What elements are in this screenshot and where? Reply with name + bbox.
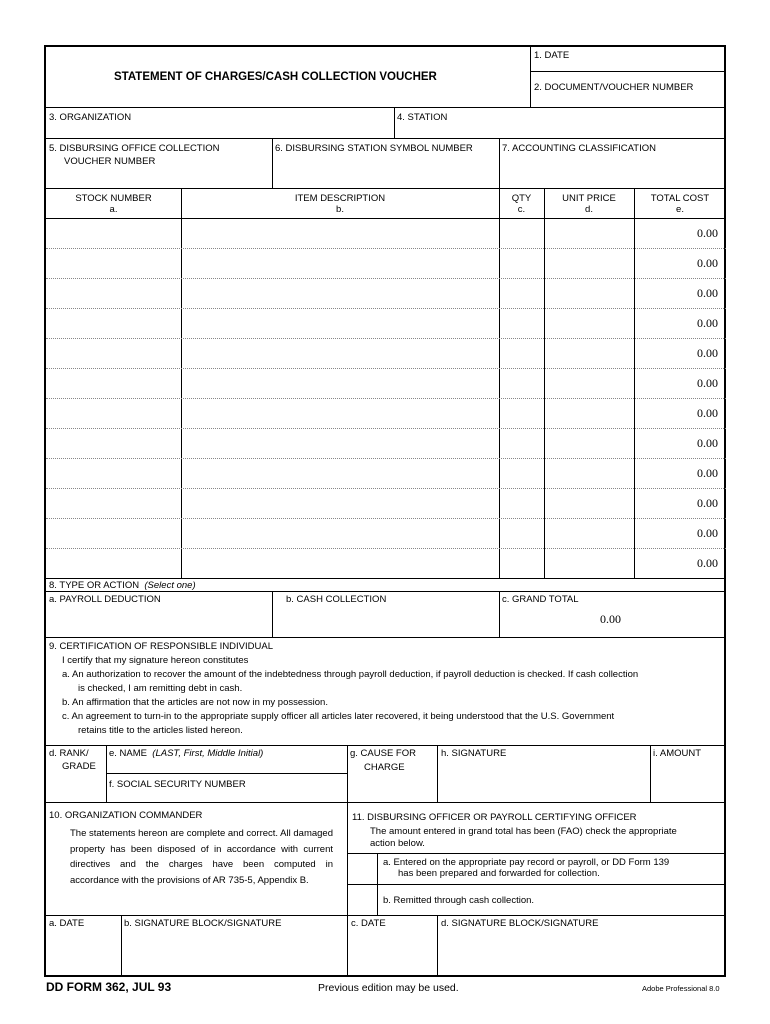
table-row (46, 458, 726, 488)
col-title: TOTAL COST (650, 193, 710, 204)
commander-heading: 10. ORGANIZATION COMMANDER (49, 810, 203, 821)
table-row (46, 248, 726, 278)
qty-cell[interactable] (499, 368, 544, 398)
total-cost-value[interactable]: 0.00 (697, 376, 718, 390)
divider (499, 139, 500, 188)
unit-price-cell[interactable] (544, 428, 634, 458)
divider (46, 591, 726, 592)
total-cost-value[interactable]: 0.00 (697, 286, 718, 300)
disbursing-officer-text-cont: action below. (370, 838, 425, 849)
qty-cell[interactable] (499, 338, 544, 368)
divider (347, 884, 726, 885)
unit-price-cell[interactable] (544, 218, 634, 248)
option-a-text-cont: has been prepared and forwarded for collection. (398, 868, 600, 879)
divider (272, 139, 273, 188)
stock-number-cell[interactable] (46, 218, 181, 248)
cause-label-cont: CHARGE (364, 762, 405, 773)
doc-number-label: 2. DOCUMENT/VOUCHER NUMBER (534, 82, 694, 93)
col-sub: b. (336, 204, 344, 215)
qty-cell[interactable] (499, 548, 544, 578)
form-id: DD FORM 362, JUL 93 (46, 980, 172, 994)
qty-cell[interactable] (499, 428, 544, 458)
certification-c: c. An agreement to turn-in to the appropriate supply officer all articles later recovered, it being understood that the U.S. Government (62, 711, 615, 722)
commander-statement: The statements hereon are complete and correct. All damaged property has been disposed of in accordance with current directives and the charges have been computed in accordance with the provisions of AR 735-5, Appendix B. (70, 828, 333, 886)
form-title: STATEMENT OF CHARGES/CASH COLLECTION VOUCHER (114, 71, 437, 83)
officer-signature-label: d. SIGNATURE BLOCK/SIGNATURE (441, 918, 599, 929)
total-cost-value[interactable]: 0.00 (697, 406, 718, 420)
name-label (109, 747, 263, 760)
rank-label-cont: GRADE (62, 761, 96, 772)
description-cell[interactable] (181, 488, 499, 518)
divider (347, 853, 726, 854)
stock-number-cell[interactable] (46, 248, 181, 278)
total-cost-value[interactable]: 0.00 (697, 496, 718, 510)
divider (46, 138, 726, 139)
table-row (46, 488, 726, 518)
col-title: ITEM DESCRIPTION (294, 193, 386, 204)
col-header-total-cost (634, 193, 726, 215)
disbursing-office-label: 5. DISBURSING OFFICE COLLECTION (49, 143, 220, 154)
form-frame (44, 45, 726, 977)
total-cost-value[interactable]: 0.00 (697, 466, 718, 480)
col-header-qty (499, 193, 544, 215)
unit-price-cell[interactable] (544, 398, 634, 428)
divider (437, 915, 438, 977)
qty-cell[interactable] (499, 458, 544, 488)
table-row (46, 278, 726, 308)
table-row (46, 218, 726, 248)
option-b-checkbox[interactable] (347, 884, 377, 915)
col-header-description (181, 193, 499, 215)
divider (121, 915, 122, 977)
amount-label: i. AMOUNT (653, 748, 702, 759)
cause-label: g. CAUSE FOR (350, 748, 416, 759)
total-cost-value[interactable]: 0.00 (697, 556, 718, 570)
accounting-field[interactable] (502, 157, 722, 185)
divider (46, 107, 726, 108)
col-title: STOCK NUMBER (75, 193, 152, 204)
name-label-note: (LAST, First, Middle Initial) (152, 748, 264, 759)
divider (530, 47, 531, 107)
description-cell[interactable] (181, 368, 499, 398)
col-sub: e. (676, 204, 684, 215)
accounting-label: 7. ACCOUNTING CLASSIFICATION (502, 143, 656, 154)
total-cost-value[interactable]: 0.00 (697, 226, 718, 240)
commander-date-field[interactable] (49, 931, 117, 973)
col-sub: a. (109, 204, 118, 215)
certification-b: b. An affirmation that the articles are not now in my possession. (62, 697, 328, 708)
grand-total-label: c. GRAND TOTAL (502, 594, 579, 605)
stock-number-cell[interactable] (46, 398, 181, 428)
certification-c-cont: retains title to the articles listed hereon. (78, 725, 243, 736)
total-cost-value[interactable]: 0.00 (697, 346, 718, 360)
cash-collection-option[interactable]: b. CASH COLLECTION (286, 594, 387, 605)
table-row (46, 338, 726, 368)
table-row (46, 518, 726, 548)
stock-number-cell[interactable] (46, 458, 181, 488)
divider (650, 745, 651, 802)
stock-number-cell[interactable] (46, 428, 181, 458)
description-cell[interactable] (181, 248, 499, 278)
officer-date-label: c. DATE (351, 918, 386, 929)
disbursing-station-label: 6. DISBURSING STATION SYMBOL NUMBER (275, 143, 473, 154)
total-cost-value[interactable]: 0.00 (697, 526, 718, 540)
organization-field[interactable] (49, 123, 389, 136)
qty-cell[interactable] (499, 218, 544, 248)
unit-price-cell[interactable] (544, 458, 634, 488)
name-label-text: e. NAME (109, 748, 148, 759)
certification-intro: I certify that my signature hereon constitutes (62, 655, 249, 666)
description-cell[interactable] (181, 428, 499, 458)
divider (272, 591, 273, 637)
description-cell[interactable] (181, 518, 499, 548)
description-cell[interactable] (181, 338, 499, 368)
description-cell[interactable] (181, 218, 499, 248)
divider (394, 108, 395, 138)
unit-price-cell[interactable] (544, 248, 634, 278)
divider (530, 71, 726, 72)
unit-price-cell[interactable] (544, 338, 634, 368)
commander-signature-label: b. SIGNATURE BLOCK/SIGNATURE (124, 918, 282, 929)
stock-number-cell[interactable] (46, 338, 181, 368)
commander-signature-field[interactable] (124, 931, 342, 973)
divider (46, 915, 726, 916)
description-cell[interactable] (181, 398, 499, 428)
divider (437, 745, 438, 802)
organization-label: 3. ORGANIZATION (49, 112, 132, 123)
qty-cell[interactable] (499, 488, 544, 518)
description-cell[interactable] (181, 458, 499, 488)
col-header-unit-price (544, 193, 634, 215)
doc-number-field[interactable] (534, 93, 722, 105)
date-field[interactable] (534, 59, 722, 70)
qty-cell[interactable] (499, 518, 544, 548)
qty-cell[interactable] (499, 398, 544, 428)
qty-cell[interactable] (499, 278, 544, 308)
unit-price-cell[interactable] (544, 278, 634, 308)
description-cell[interactable] (181, 548, 499, 578)
option-b-text: b. Remitted through cash collection. (383, 895, 535, 906)
description-cell[interactable] (181, 308, 499, 338)
payroll-deduction-option[interactable]: a. PAYROLL DEDUCTION (49, 594, 161, 605)
stock-number-cell[interactable] (46, 368, 181, 398)
certification-heading: 9. CERTIFICATION OF RESPONSIBLE INDIVIDUAL (49, 641, 273, 652)
col-sub: d. (585, 204, 593, 215)
unit-price-cell[interactable] (544, 548, 634, 578)
commander-date-label: a. DATE (49, 918, 85, 929)
stock-number-cell[interactable] (46, 488, 181, 518)
disbursing-officer-text: The amount entered in grand total has been (FAO) check the appropriate (370, 826, 677, 837)
description-cell[interactable] (181, 278, 499, 308)
stock-number-cell[interactable] (46, 518, 181, 548)
disbursing-officer-heading: 11. DISBURSING OFFICER OR PAYROLL CERTIFYING OFFICER (352, 812, 637, 823)
unit-price-cell[interactable] (544, 518, 634, 548)
col-sub: c. (517, 204, 526, 215)
date-label: 1. DATE (534, 50, 570, 61)
col-header-stock (46, 193, 181, 215)
signature-label: h. SIGNATURE (441, 748, 507, 759)
station-field[interactable] (397, 123, 722, 136)
certification-a: a. An authorization to recover the amount of the indebtedness through payroll deduction, if payroll deduction is checked. If cash collection (62, 669, 639, 680)
divider (46, 802, 726, 803)
officer-date-field[interactable] (351, 931, 433, 973)
edition-note: Previous edition may be used. (318, 982, 459, 994)
stock-number-cell[interactable] (46, 548, 181, 578)
table-row (46, 398, 726, 428)
amount-field[interactable] (653, 761, 723, 799)
option-a-checkbox[interactable] (347, 853, 377, 884)
rank-label: d. RANK/ (49, 748, 89, 759)
disbursing-office-label-cont: VOUCHER NUMBER (64, 156, 156, 167)
divider (46, 745, 726, 746)
stock-number-cell[interactable] (46, 278, 181, 308)
signature-field[interactable] (441, 761, 646, 799)
divider (46, 637, 726, 638)
unit-price-cell[interactable] (544, 488, 634, 518)
table-row (46, 308, 726, 338)
divider (46, 188, 726, 189)
total-cost-value[interactable]: 0.00 (697, 256, 718, 270)
table-row (46, 368, 726, 398)
software-note: Adobe Professional 8.0 (642, 984, 720, 993)
table-row (46, 428, 726, 458)
option-a-text: a. Entered on the appropriate pay record or payroll, or DD Form 139 (383, 857, 670, 868)
table-row (46, 548, 726, 578)
col-title: QTY (511, 193, 532, 204)
divider (106, 773, 347, 774)
grand-total-value[interactable]: 0.00 (600, 612, 621, 626)
total-cost-value[interactable]: 0.00 (697, 316, 718, 330)
station-label: 4. STATION (397, 112, 448, 123)
ssn-label: f. SOCIAL SECURITY NUMBER (109, 779, 246, 790)
divider (499, 591, 500, 637)
qty-cell[interactable] (499, 248, 544, 278)
type-action-text: 8. TYPE OR ACTION (49, 580, 140, 591)
total-cost-value[interactable]: 0.00 (697, 436, 718, 450)
certification-a-cont: is checked, I am remitting debt in cash. (78, 683, 243, 694)
type-action-note: (Select one) (144, 580, 196, 591)
unit-price-cell[interactable] (544, 308, 634, 338)
unit-price-cell[interactable] (544, 368, 634, 398)
divider (347, 745, 348, 802)
disbursing-station-field[interactable] (275, 157, 495, 185)
officer-signature-field[interactable] (441, 931, 723, 973)
qty-cell[interactable] (499, 308, 544, 338)
ssn-field[interactable] (109, 790, 343, 800)
col-title: UNIT PRICE (562, 193, 616, 204)
stock-number-cell[interactable] (46, 308, 181, 338)
